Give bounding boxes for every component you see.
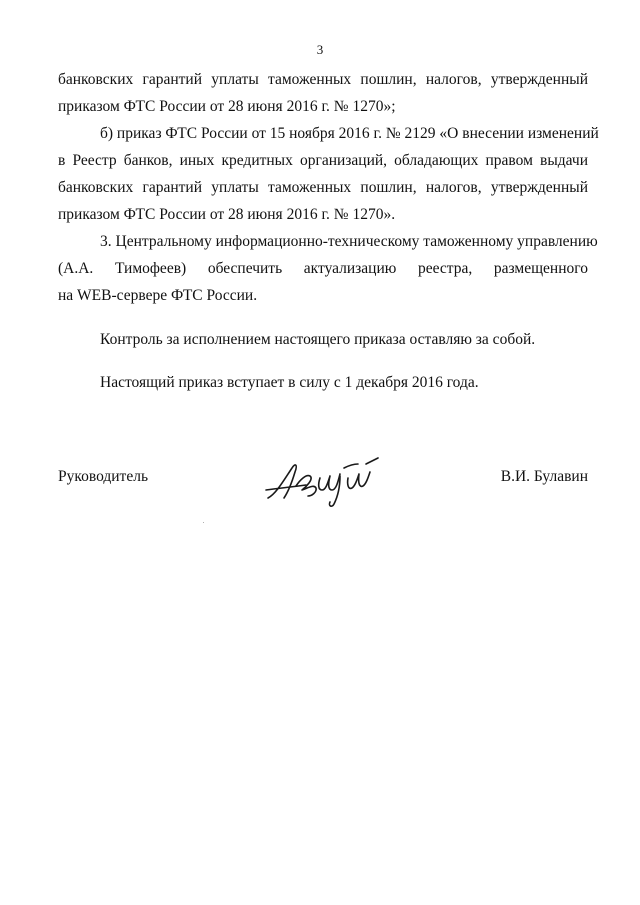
item-3-line-3: на WEB-сервере ФТС России. (58, 287, 258, 304)
paragraph-b-line-1: б) приказ ФТС России от 15 ноября 2016 г. № 2129 «О внесении изменений (100, 125, 599, 142)
signatory-name: В.И. Булавин (500, 468, 588, 485)
scan-speck (203, 522, 204, 523)
paragraph-a-line-1: банковских гарантий уплаты таможенных пошлин, налогов, утвержденный (58, 71, 588, 88)
paragraph-a-line-2: приказом ФТС России от 28 июня 2016 г. № 1270»; (58, 98, 396, 115)
item-3-line-2: (А.А. Тимофеев) обеспечить актуализацию реестра, размещенного (58, 260, 588, 277)
item-3-line-1: 3. Центральному информационно-техническому таможенному управлению (100, 233, 598, 250)
page-number: 3 (316, 42, 324, 57)
paragraph-b-line-2: в Реестр банков, иных кредитных организаций, обладающих правом выдачи (58, 152, 588, 169)
paragraph-b-line-3: банковских гарантий уплаты таможенных пошлин, налогов, утвержденный (58, 179, 588, 196)
paragraph-b-line-4: приказом ФТС России от 28 июня 2016 г. № 1270». (58, 206, 396, 223)
effective-date-sentence: Настоящий приказ вступает в силу с 1 декабря 2016 года. (100, 374, 479, 391)
handwritten-signature (262, 454, 382, 510)
control-sentence: Контроль за исполнением настоящего приказа оставляю за собой. (100, 331, 536, 348)
signatory-title: Руководитель (58, 468, 149, 485)
